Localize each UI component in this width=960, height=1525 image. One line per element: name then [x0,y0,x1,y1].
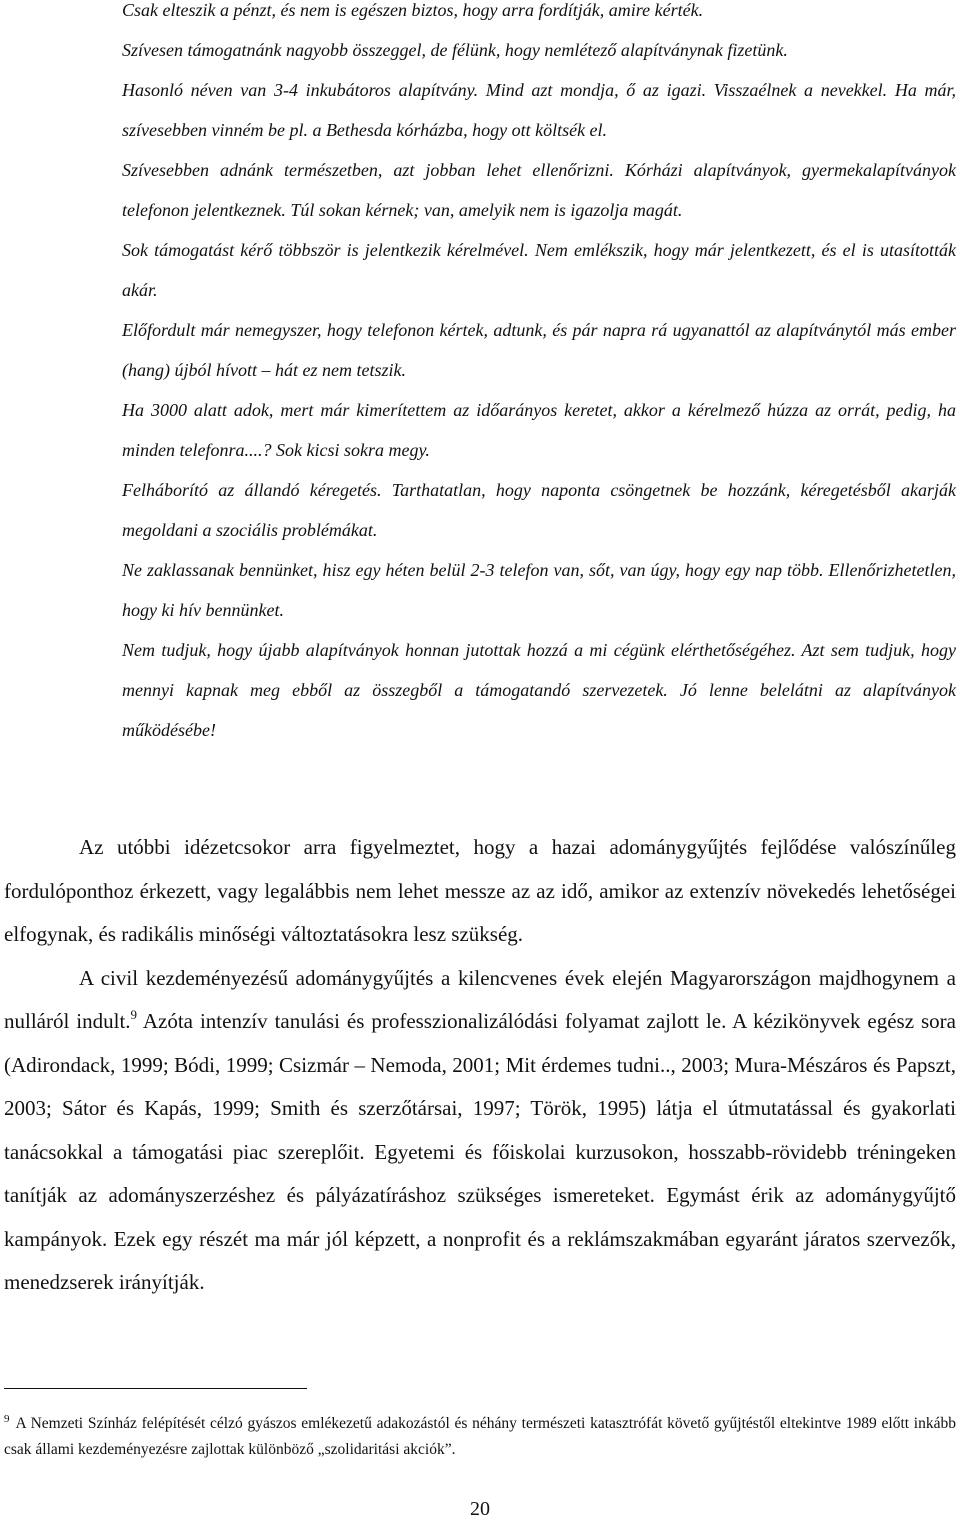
quote-item: Sok támogatást kérő többször is jelentkezik kérelmével. Nem emlékszik, hogy már jelentkezett, és el is utasították akár. [122,240,956,300]
quote-item: Ne zaklassanak bennünket, hisz egy héten belül 2-3 telefon van, sőt, van úgy, hogy egy nap több. Ellenőrizhetetlen, hogy ki hív bennünket. [122,560,956,620]
quote-item: Szívesen támogatnánk nagyobb összeggel, de félünk, hogy nemlétező alapítványnak fizetünk. [122,40,788,60]
quote-item: Csak elteszik a pénzt, és nem is egészen biztos, hogy arra fordítják, amire kérték. [122,0,704,20]
quote-item: Előfordult már nemegyszer, hogy telefonon kértek, adtunk, és pár napra rá ugyanattól az alapítványtól más ember (hang) újból hívott – hát ez nem tetszik. [122,320,956,380]
quote-item: Ha 3000 alatt adok, mert már kimerítettem az időarányos keretet, akkor a kérelmező húzza az orrát, pedig, ha minden telefonra....? Sok kicsi sokra megy. [122,400,956,460]
body-paragraph: Az utóbbi idézetcsokor arra figyelmeztet, hogy a hazai adománygyűjtés fejlődése valószínűleg fordulóponthoz érkezett, vagy legalábbis nem lehet messze az az idő, amikor az extenzív növekedés lehetőségei elfogynak, és radikális minőségi változtatásokra lesz szükség. [4,835,956,946]
body-paragraph-text: A civil kezdeményezésű adománygyűjtés a kilencvenes évek elején Magyarországon majdhogynem a nulláról indult. [4,965,956,1033]
footnote-reference[interactable]: 9 [130,1007,138,1022]
body-text [4,826,956,1305]
body-paragraph [4,957,956,1305]
quote-item: Felháborító az állandó kéregetés. Tarthatatlan, hogy naponta csöngetnek be hozzánk, kéregetésből akarják megoldani a szociális problémákat. [122,480,956,540]
footnote-divider [4,1388,307,1389]
footnote-number: 9 [4,1413,10,1425]
footnote [4,1411,956,1463]
footnote-text: A Nemzeti Színház felépítését célzó gyászos emlékezetű adakozástól és néhány természeti katasztrófát követő gyűjtéstől eltekintve 1989 előtt inkább csak állami kezdeményezésre zajlottak különböző „szolidaritási akciók”. [4,1415,956,1458]
footnote-paragraph [4,1411,956,1463]
quote-item: Szívesebben adnánk természetben, azt jobban lehet ellenőrizni. Kórházi alapítványok, gyermekalapítványok telefonon jelentkeznek. Túl sokan kérnek; van, amelyik nem is igazolja magát. [122,160,956,220]
quote-list [122,0,956,750]
body-paragraph-text: Azóta intenzív tanulási és professzionalizálódási folyamat zajlott le. A kézikönyvek egész sora (Adirondack, 1999; Bódi, 1999; Csizmár – Nemoda, 2001; Mit érdemes tudni.., 2003; Mura-Mészáros és Papszt, 2003; Sátor és Kapás, 1999; Smith és szerzőtársai, 1997; Török, 1995) látja el útmutatással és gyakorlati tanácsokkal a támogatási piac szereplőit. Egyetemi és főiskolai kurzusokon, hosszabb-rövidebb tréningeken tanítják az adományszerzéshez és pályázatíráshoz szükséges ismereteket. Egymást érik az adománygyűjtő kampányok. Ezek egy részét ma már jól képzett, a nonprofit és a reklámszakmában egyaránt járatos szervezők, menedzserek irányítják. [4,1009,956,1294]
quote-item: Nem tudjuk, hogy újabb alapítványok honnan jutottak hozzá a mi cégünk elérthetőségéhez. Azt sem tudjuk, hogy mennyi kapnak meg ebből az összegből a támogatandó szervezetek. Jó lenne belelátni az alapítványok működésébe! [122,640,956,740]
quote-item: Hasonló néven van 3-4 inkubátoros alapítvány. Mind azt mondja, ő az igazi. Visszaélnek a nevekkel. Ha már, szívesebben vinném be pl. a Bethesda kórházba, hogy ott költsék el. [122,80,956,140]
page-number: 20 [470,1498,490,1520]
